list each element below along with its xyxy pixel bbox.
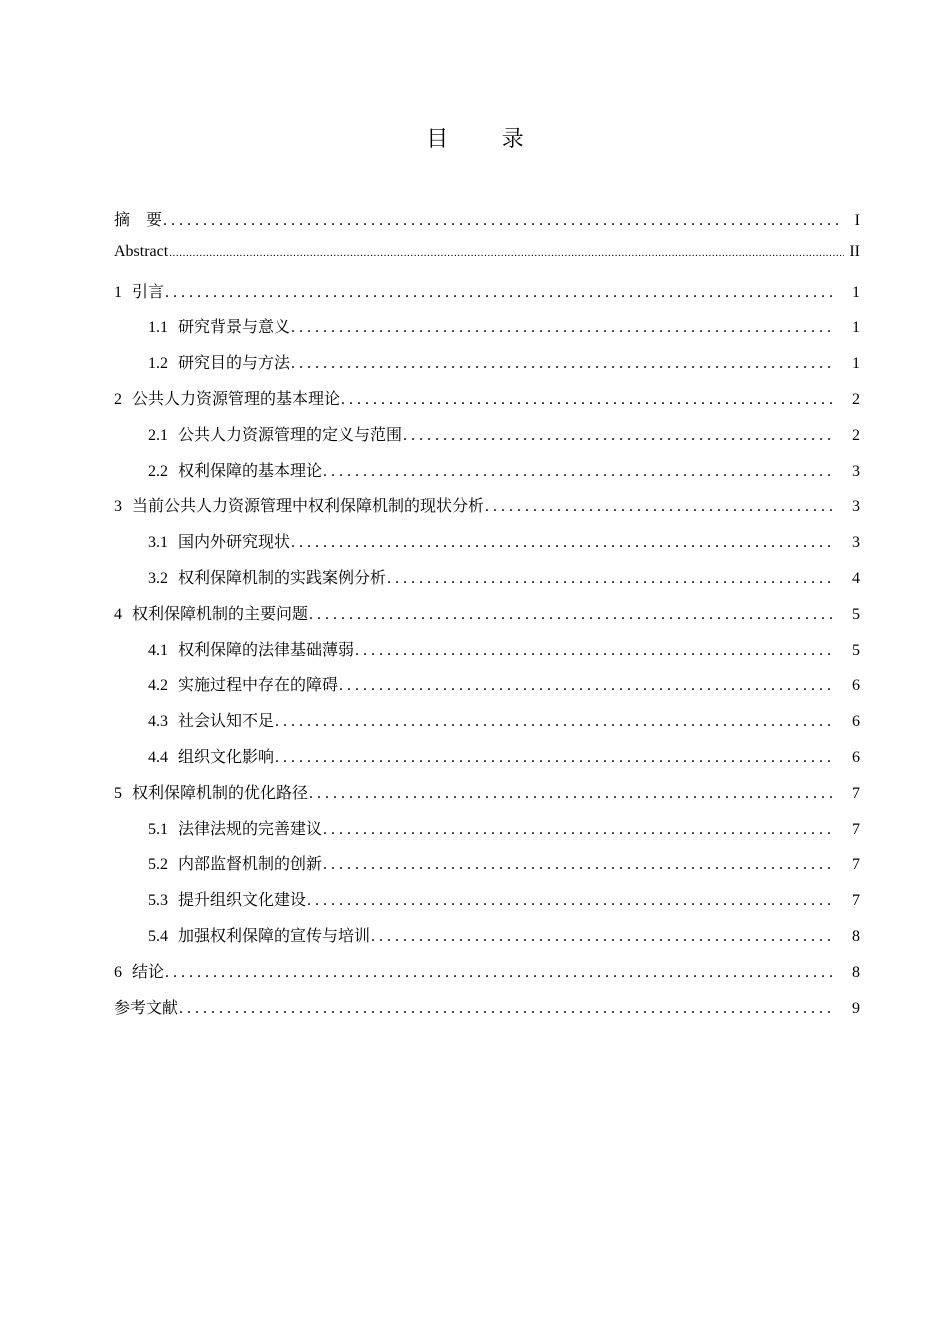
- toc-entry-4-1[interactable]: [114, 637, 860, 673]
- dot-leader: [323, 821, 832, 839]
- toc-entry-5-1[interactable]: [114, 816, 860, 852]
- toc-entry-5-2[interactable]: [114, 851, 860, 887]
- toc-entry-references[interactable]: [114, 995, 860, 1031]
- toc-entry-number: 4: [114, 605, 122, 623]
- toc-entry-5[interactable]: [114, 780, 860, 816]
- toc-entry-number: 5: [114, 784, 122, 802]
- toc-entry-1[interactable]: [114, 279, 860, 315]
- toc-entry-label: 当前公共人力资源管理中权利保障机制的现状分析: [132, 498, 485, 516]
- table-of-contents: [114, 207, 860, 1030]
- toc-entry-label: 研究背景与意义: [178, 319, 291, 337]
- toc-entry-1-2[interactable]: [114, 350, 860, 386]
- toc-entry-number: 2.1: [148, 426, 168, 444]
- toc-entry-6[interactable]: [114, 959, 860, 995]
- dot-leader: [403, 427, 832, 445]
- toc-entry-label: Abstract: [114, 242, 169, 260]
- toc-entry-number: 5.4: [148, 927, 168, 945]
- toc-entry-page: 3: [852, 462, 860, 480]
- toc-entry-page: 7: [852, 892, 860, 910]
- toc-entry-page: 3: [852, 534, 860, 552]
- dot-leader: [341, 391, 832, 409]
- toc-entry-page: 3: [852, 498, 860, 516]
- toc-entry-number: 2: [114, 390, 122, 408]
- toc-entry-page: 2: [852, 426, 860, 444]
- toc-entry-3-1[interactable]: [114, 529, 860, 565]
- toc-entry-number: 1.2: [148, 355, 168, 373]
- toc-entry-number: 5.3: [148, 892, 168, 910]
- dot-leader: [323, 856, 832, 874]
- toc-entry-label: 参考文献: [114, 999, 179, 1017]
- toc-entry-page: 8: [852, 927, 860, 945]
- toc-entry-number: 4.1: [148, 641, 168, 659]
- dot-leader: [355, 642, 832, 660]
- dot-leader: [165, 964, 832, 982]
- toc-entry-2[interactable]: [114, 386, 860, 422]
- toc-entry-page: 7: [852, 784, 860, 802]
- toc-entry-page: 6: [852, 677, 860, 695]
- toc-entry-page: 1: [852, 283, 860, 301]
- dot-leader: [371, 928, 832, 946]
- toc-entry-page: 7: [852, 820, 860, 838]
- dot-leader: [163, 212, 844, 230]
- toc-entry-2-2[interactable]: [114, 458, 860, 494]
- toc-entry-number: 1: [114, 283, 122, 301]
- toc-entry-4-3[interactable]: [114, 708, 860, 744]
- dot-leader: [307, 892, 832, 910]
- toc-entry-page: 2: [852, 390, 860, 408]
- dot-leader: [387, 570, 832, 588]
- toc-entry-number: 4.4: [148, 748, 168, 766]
- toc-entry-page: 1: [852, 319, 860, 337]
- toc-entry-number: 2.2: [148, 462, 168, 480]
- toc-entry-abstract-en[interactable]: [114, 243, 860, 279]
- toc-entry-page: 4: [852, 569, 860, 587]
- toc-entry-page: 7: [852, 856, 860, 874]
- toc-entry-page: 9: [852, 999, 860, 1017]
- toc-entry-label: 权利保障的法律基础薄弱: [178, 641, 355, 659]
- dot-leader: [169, 243, 844, 261]
- toc-entry-4-2[interactable]: [114, 672, 860, 708]
- toc-entry-2-1[interactable]: [114, 422, 860, 458]
- toc-entry-number: 3.2: [148, 569, 168, 587]
- toc-entry-number: 3.1: [148, 534, 168, 552]
- toc-entry-5-4[interactable]: [114, 923, 860, 959]
- toc-entry-label: 权利保障的基本理论: [178, 462, 323, 480]
- dot-leader: [179, 1000, 832, 1018]
- dot-leader: [165, 284, 832, 302]
- toc-entry-label: 权利保障机制的主要问题: [132, 605, 309, 623]
- dot-leader: [275, 713, 832, 731]
- toc-entry-page: 8: [852, 963, 860, 981]
- toc-entry-4-4[interactable]: [114, 744, 860, 780]
- toc-entry-number: 6: [114, 963, 122, 981]
- dot-leader: [291, 534, 832, 552]
- toc-entry-label: 公共人力资源管理的基本理论: [132, 390, 341, 408]
- toc-entry-label: 摘 要: [114, 212, 163, 229]
- toc-entry-5-3[interactable]: [114, 887, 860, 923]
- toc-entry-page: 6: [852, 748, 860, 766]
- dot-leader: [485, 498, 832, 516]
- toc-entry-4[interactable]: [114, 601, 860, 637]
- toc-entry-page: 5: [852, 641, 860, 659]
- toc-entry-label: 国内外研究现状: [178, 534, 291, 552]
- dot-leader: [323, 463, 832, 481]
- toc-entry-page: II: [849, 242, 860, 260]
- dot-leader: [291, 355, 832, 373]
- toc-entry-3-2[interactable]: [114, 565, 860, 601]
- toc-entry-number: 5.1: [148, 820, 168, 838]
- toc-entry-page: 1: [852, 355, 860, 373]
- dot-leader: [275, 749, 832, 767]
- toc-entry-number: 4.2: [148, 677, 168, 695]
- toc-entry-label: 法律法规的完善建议: [178, 820, 323, 838]
- toc-entry-abstract-cn[interactable]: [114, 207, 860, 243]
- page-title: 目 录: [426, 126, 548, 151]
- toc-entry-label: 权利保障机制的实践案例分析: [178, 569, 387, 587]
- toc-entry-label: 组织文化影响: [178, 748, 275, 766]
- toc-entry-page: I: [854, 212, 860, 229]
- toc-entry-number: 5.2: [148, 856, 168, 874]
- toc-entry-label: 实施过程中存在的障碍: [178, 677, 339, 695]
- toc-entry-page: 5: [852, 605, 860, 623]
- toc-entry-label: 加强权利保障的宣传与培训: [178, 927, 371, 945]
- dot-leader: [291, 319, 832, 337]
- toc-entry-label: 引言: [132, 283, 165, 301]
- toc-entry-number: 1.1: [148, 319, 168, 337]
- dot-leader: [309, 785, 832, 803]
- toc-entry-page: 6: [852, 713, 860, 731]
- toc-entry-label: 研究目的与方法: [178, 355, 291, 373]
- toc-entry-number: 3: [114, 498, 122, 516]
- toc-entry-label: 结论: [132, 963, 165, 981]
- dot-leader: [309, 606, 832, 624]
- toc-entry-number: 4.3: [148, 713, 168, 731]
- toc-entry-label: 内部监督机制的创新: [178, 856, 323, 874]
- toc-entry-label: 社会认知不足: [178, 713, 275, 731]
- toc-entry-label: 公共人力资源管理的定义与范围: [178, 426, 403, 444]
- toc-entry-label: 权利保障机制的优化路径: [132, 784, 309, 802]
- toc-entry-3[interactable]: [114, 493, 860, 529]
- toc-entry-label: 提升组织文化建设: [178, 892, 307, 910]
- toc-entry-1-1[interactable]: [114, 314, 860, 350]
- dot-leader: [339, 677, 832, 695]
